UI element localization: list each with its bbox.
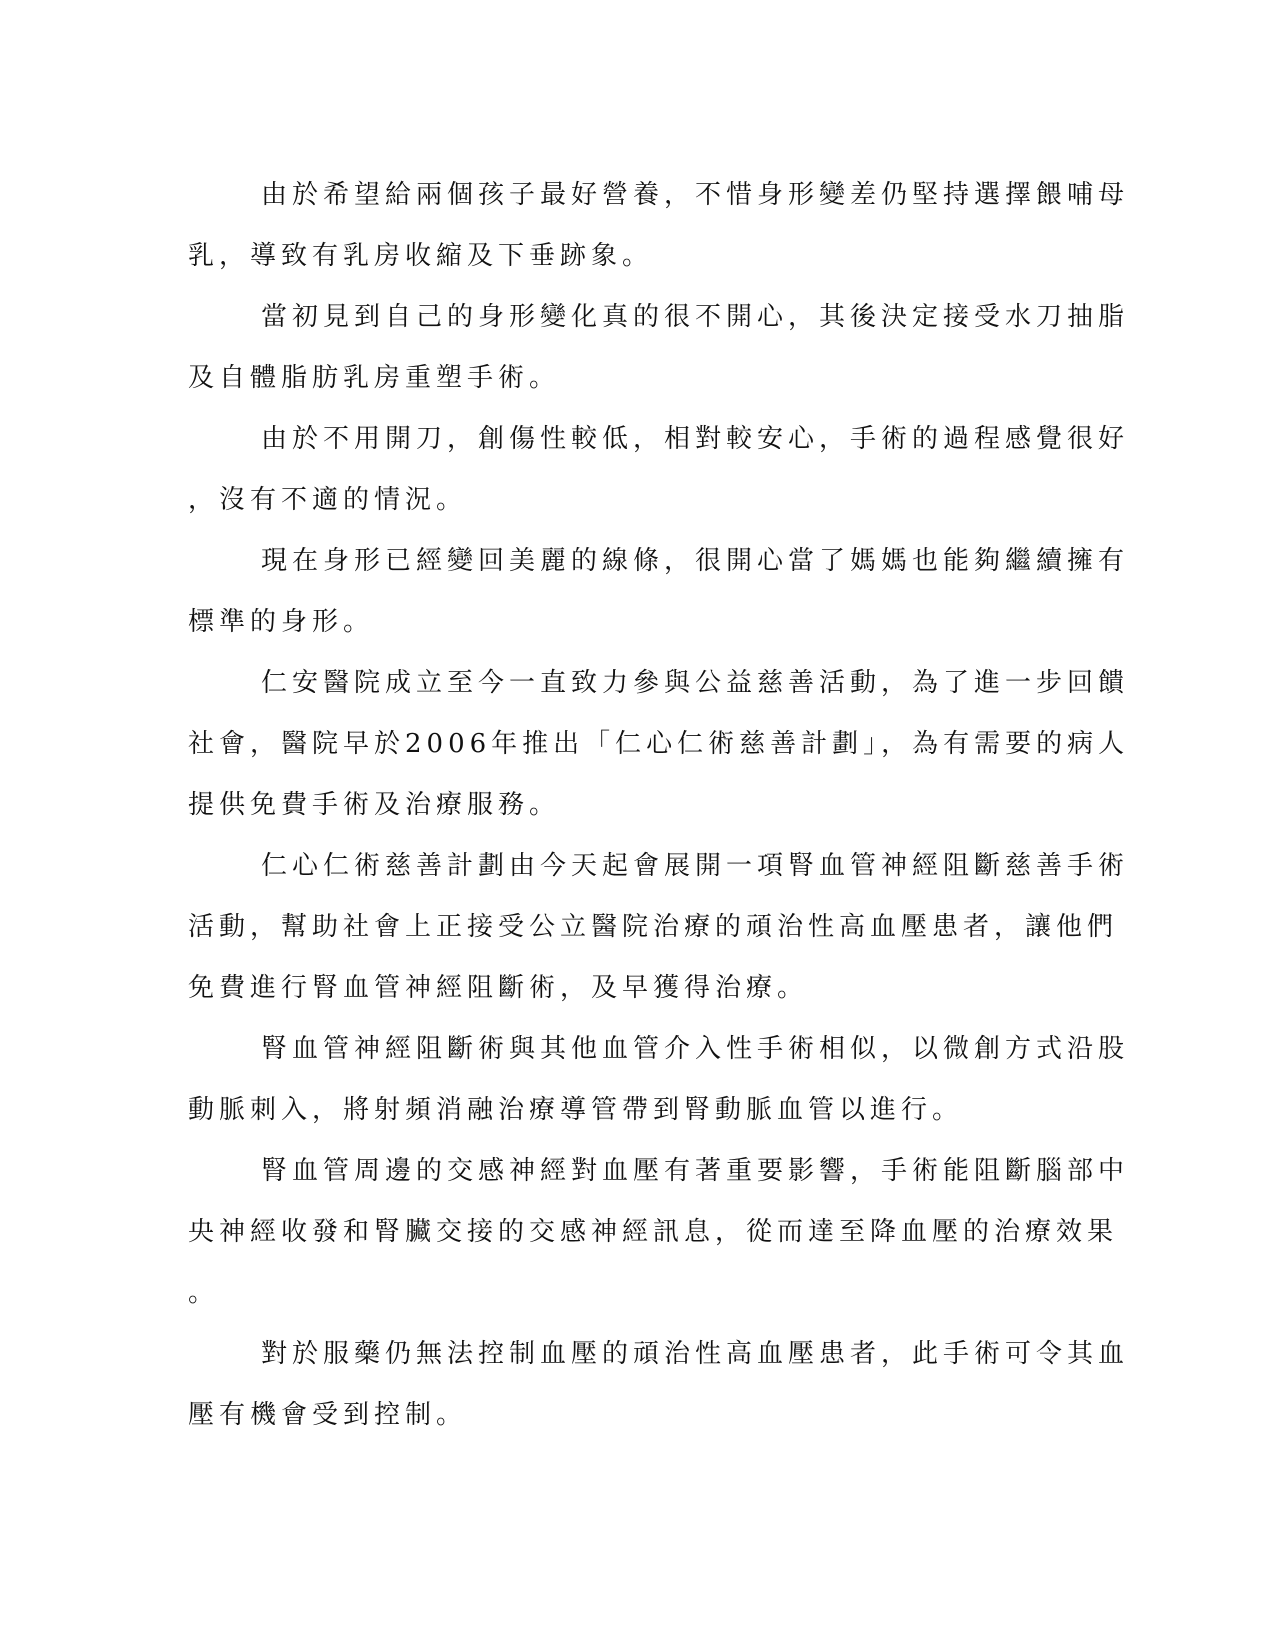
text-line: 當初見到自己的身形變化真的很不開心，其後決定接受水刀抽脂	[261, 302, 1130, 332]
text-line: ，沒有不適的情況。	[188, 485, 468, 515]
text-body	[188, 165, 1130, 1446]
text-line: 現在身形已經變回美麗的線條，很開心當了媽媽也能夠繼續擁有	[261, 546, 1130, 576]
paragraph-decision	[188, 287, 1130, 409]
text-line: 腎血管神經阻斷術與其他血管介入性手術相似，以微創方式沿股	[261, 1034, 1130, 1064]
paragraph-procedure	[188, 1019, 1130, 1141]
paragraph-mechanism	[188, 1141, 1130, 1324]
text-line: 由於不用開刀，創傷性較低，相對較安心，手術的過程感覺很好	[261, 424, 1130, 454]
text-line: 由於希望給兩個孩子最好營養，不惜身形變差仍堅持選擇餵哺母	[261, 180, 1130, 210]
text-line: 及自體脂肪乳房重塑手術。	[188, 363, 561, 393]
text-line: 社會，醫院早於2006年推出「仁心仁術慈善計劃」，為有需要的病人	[188, 729, 1130, 759]
text-line: 。	[188, 1278, 220, 1308]
text-line: 央神經收發和腎臟交接的交感神經訊息，從而達至降血壓的治療效果	[188, 1217, 1119, 1247]
text-line: 提供免費手術及治療服務。	[188, 790, 561, 820]
paragraph-renal-denervation-campaign	[188, 836, 1130, 1019]
text-line: 壓有機會受到控制。	[188, 1400, 468, 1430]
text-line: 仁安醫院成立至今一直致力參與公益慈善活動，為了進一步回饋	[261, 668, 1130, 698]
paragraph-experience	[188, 409, 1130, 531]
text-line: 動脈刺入，將射頻消融治療導管帶到腎動脈血管以進行。	[188, 1095, 964, 1125]
text-line: 標準的身形。	[188, 607, 375, 637]
paragraph-result	[188, 531, 1130, 653]
text-line: 仁心仁術慈善計劃由今天起會展開一項腎血管神經阻斷慈善手術	[261, 851, 1130, 881]
paragraph-charity-program	[188, 653, 1130, 836]
text-line: 對於服藥仍無法控制血壓的頑治性高血壓患者，此手術可令其血	[261, 1339, 1130, 1369]
paragraph-benefit	[188, 1324, 1130, 1446]
text-line: 活動，幫助社會上正接受公立醫院治療的頑治性高血壓患者，讓他們	[188, 912, 1119, 942]
paragraph-breastfeeding	[188, 165, 1130, 287]
text-line: 腎血管周邊的交感神經對血壓有著重要影響，手術能阻斷腦部中	[261, 1156, 1130, 1186]
text-line: 免費進行腎血管神經阻斷術，及早獲得治療。	[188, 973, 809, 1003]
text-line: 乳，導致有乳房收縮及下垂跡象。	[188, 241, 654, 271]
